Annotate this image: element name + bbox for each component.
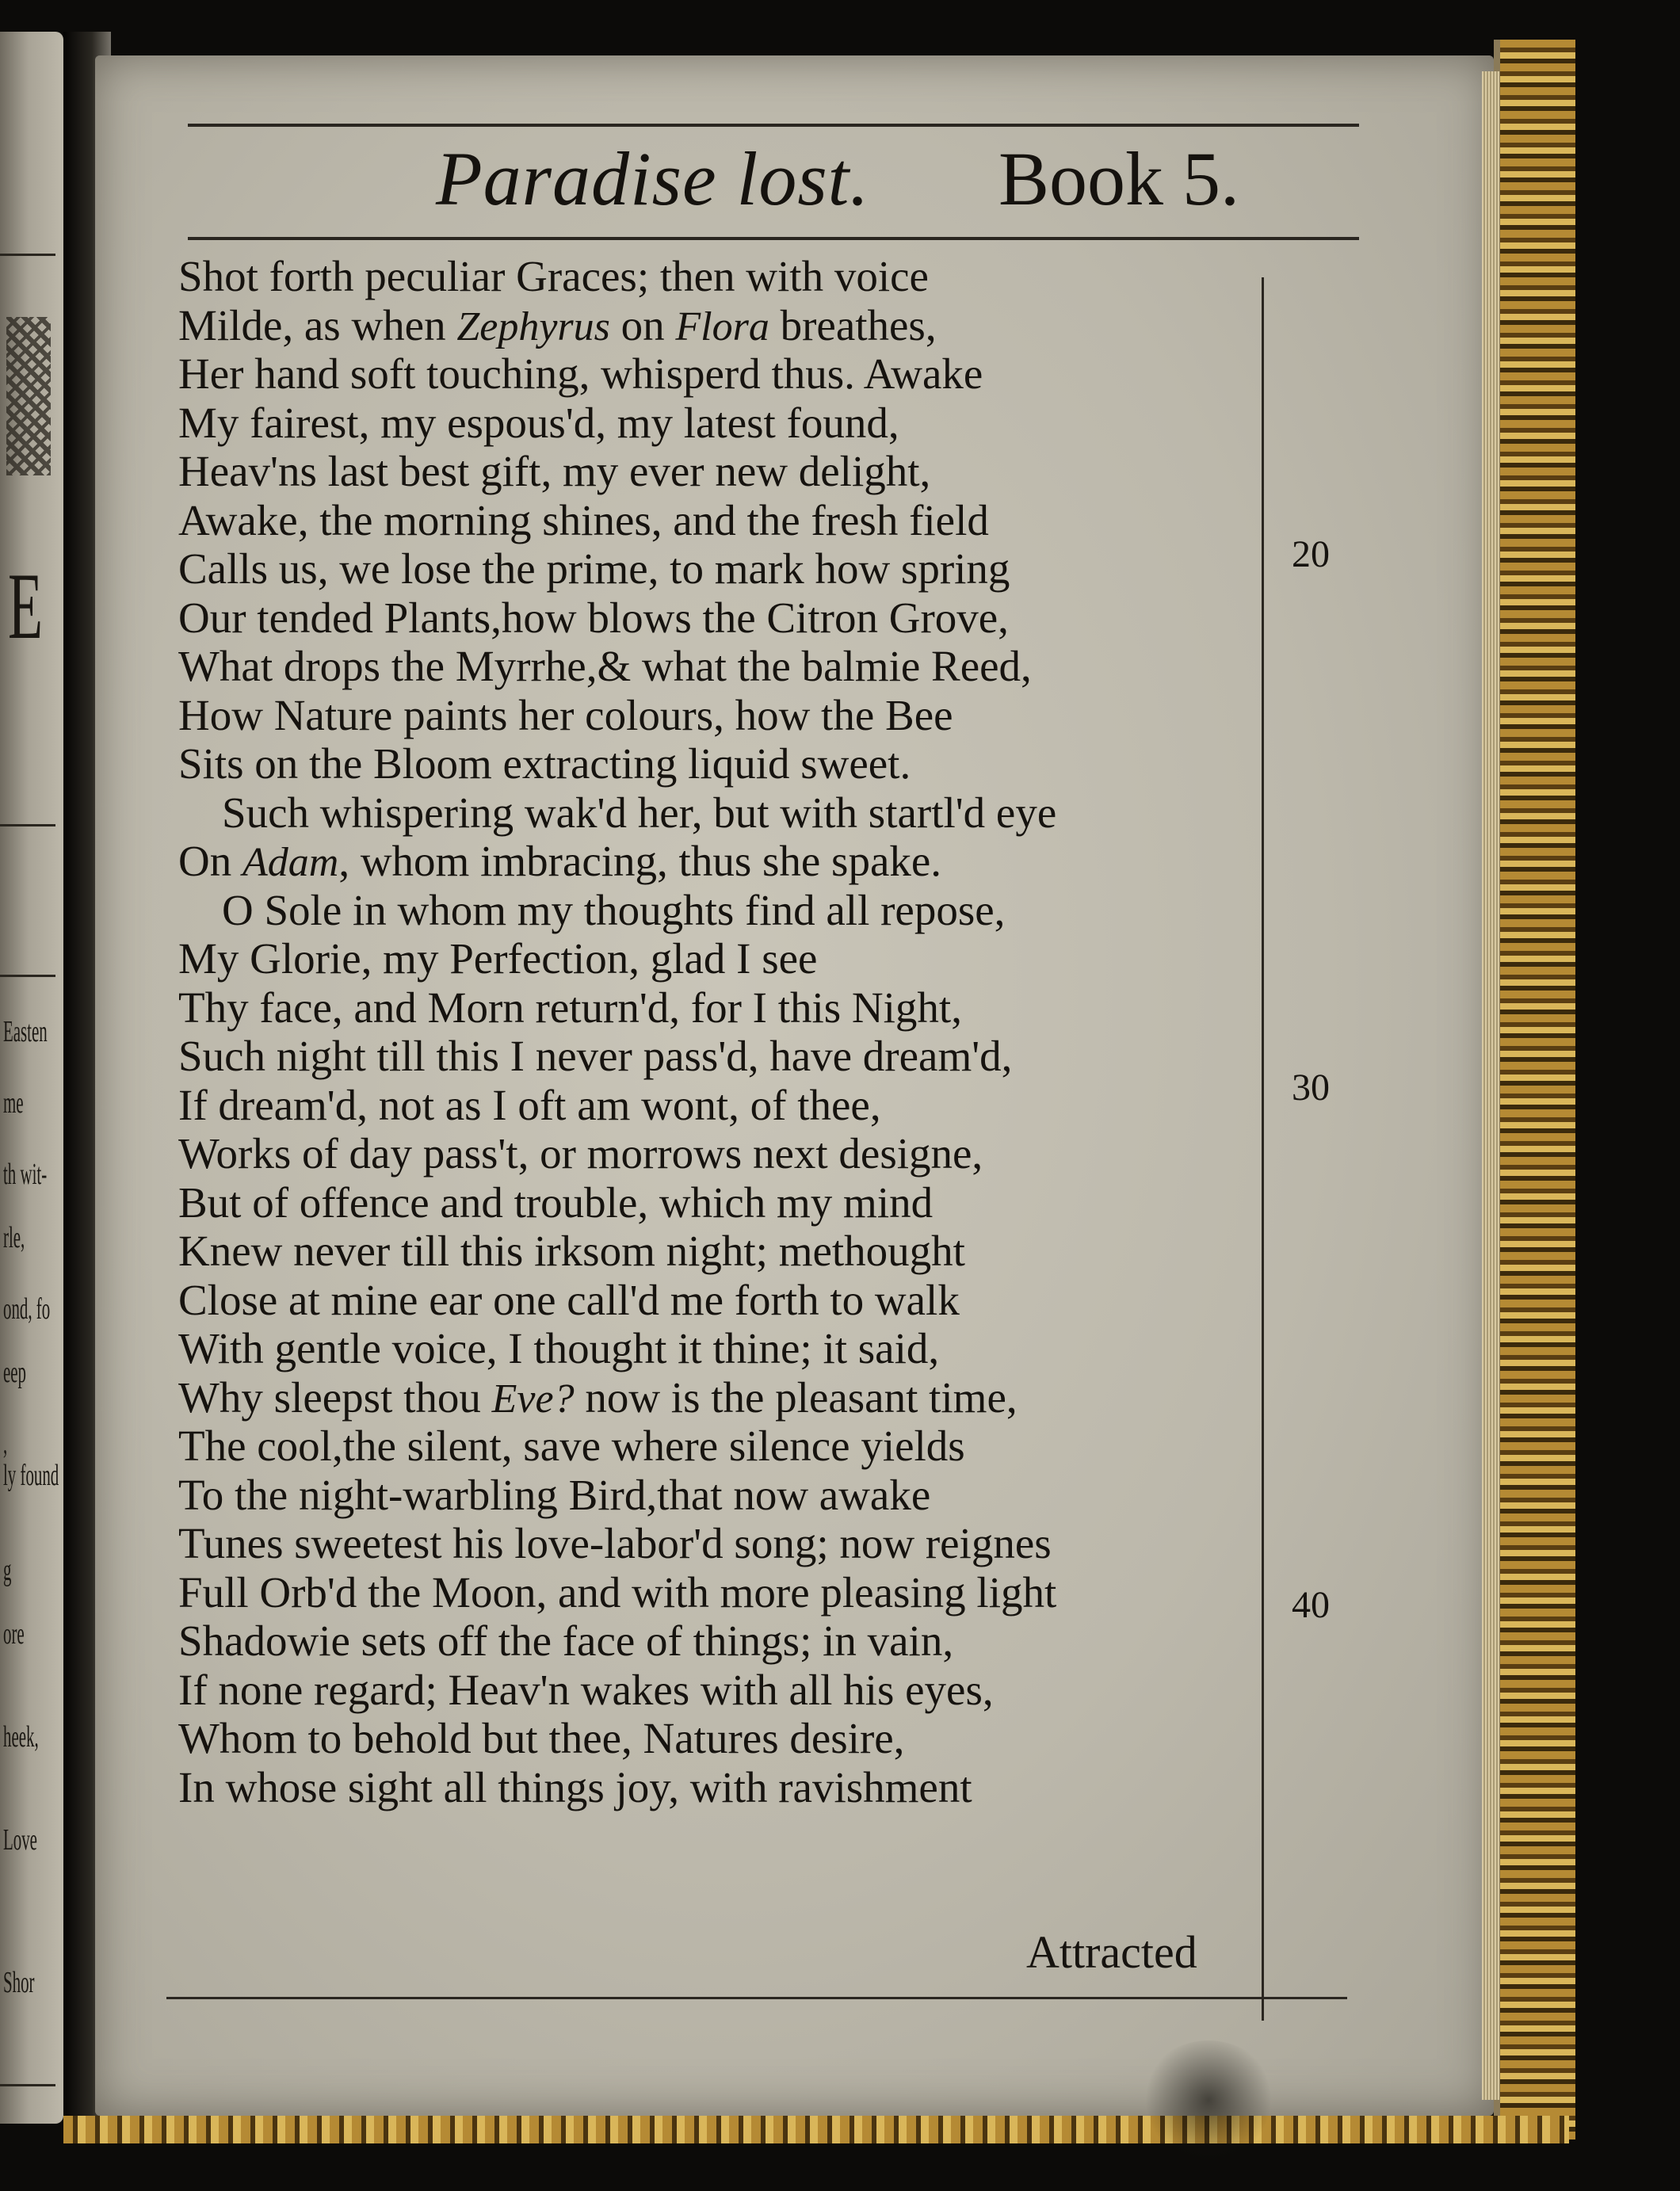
verse-line: With gentle voice, I thought it thine; it said, [178, 1324, 940, 1372]
verse-line: Calls us, we lose the prime, to mark how spring [178, 544, 1010, 593]
facing-text-fragment: Easten [3, 1015, 48, 1048]
verse-line: Full Orb'd the Moon, and with more pleasing light [178, 1567, 1057, 1617]
verse-line: If dream'd, not as I oft am wont, of thee, [178, 1080, 881, 1129]
verse-block [178, 252, 1272, 1811]
header-rule [188, 237, 1359, 240]
facing-rule [0, 975, 55, 977]
verse-line: Such night till this I never pass'd, have dream'd, [178, 1032, 1013, 1080]
verse-line: But of offence and trouble, which my mind [178, 1178, 934, 1227]
verse-line: Shot forth peculiar Graces; then with voice [178, 252, 929, 300]
verse-line: Sits on the Bloom extracting liquid sweet. [178, 739, 911, 788]
book-number: Book 5. [998, 136, 1240, 221]
verse-line: How Nature paints her colours, how the Bee [178, 690, 953, 739]
facing-text-fragment: me [3, 1086, 24, 1120]
facing-text-fragment: Shor [3, 1966, 35, 1999]
verse-line: Whom to behold but thee, Natures desire, [178, 1714, 905, 1762]
gilt-edge [1494, 40, 1575, 2139]
thumb-shadow [1141, 2040, 1276, 2159]
verse-line: What drops the Myrrhe,& what the balmie Reed, [178, 642, 1032, 690]
facing-text-fragment: rle, [3, 1221, 25, 1254]
verse-line: Why sleepst thou Eve? now is the pleasant time, [178, 1372, 1018, 1422]
facing-text-fragment: ond, fo [3, 1292, 51, 1326]
verse-line: Close at mine ear one call'd me forth to walk [178, 1275, 960, 1324]
running-title: Paradise lost. [436, 136, 870, 221]
facing-text-fragment: , [3, 1427, 8, 1460]
verse-line: Milde, as when Zephyrus on Flora breathes, [178, 300, 937, 349]
verse-line: My Glorie, my Perfection, glad I see [178, 934, 818, 983]
verse-line: Her hand soft touching, whisperd thus. Awake [178, 349, 983, 398]
verse-line: Heav'ns last best gift, my ever new delight, [178, 447, 931, 495]
facing-text-fragment: heek, [3, 1720, 39, 1754]
verse-line: The cool,the silent, save where silence yields [178, 1422, 965, 1470]
facing-text-fragment: th wit- [3, 1158, 48, 1191]
catchword: Attracted [1026, 1926, 1197, 1978]
decorated-initial: E [8, 553, 43, 658]
verse-line: If none regard; Heav'n wakes with all his eyes, [178, 1665, 994, 1714]
verse-line: Thy face, and Morn return'd, for I this Night, [178, 983, 962, 1032]
verse-line: Such whispering wak'd her, but with startl'd eye [222, 788, 1057, 837]
facing-rule [0, 2084, 55, 2086]
verse-line: Knew never till this irksom night; methought [178, 1227, 965, 1275]
verse-line: Our tended Plants,how blows the Citron Grove, [178, 593, 1009, 642]
facing-text-fragment: ly found [3, 1459, 59, 1492]
facing-rule [0, 824, 55, 826]
verse-line: In whose sight all things joy, with ravishment [178, 1762, 972, 1811]
facing-rule [0, 254, 55, 256]
line-number: 30 [1292, 1067, 1330, 1109]
facing-text-fragment: Love [3, 1823, 37, 1857]
ornament-band [6, 317, 51, 475]
verse-line: My fairest, my espous'd, my latest found, [178, 398, 899, 447]
gilt-edge-bottom [63, 2116, 1569, 2143]
line-number: 40 [1292, 1584, 1330, 1626]
verse-line: To the night-warbling Bird,that now awake [178, 1470, 931, 1519]
line-number: 20 [1292, 533, 1330, 575]
facing-page [0, 32, 63, 2124]
verse-line: O Sole in whom my thoughts find all repose, [222, 885, 1006, 934]
verse-line: Works of day pass't, or morrows next designe, [178, 1129, 983, 1178]
facing-text-fragment: g [3, 1554, 12, 1587]
frame-rule-bottom [166, 1997, 1347, 1999]
frame-rule-top [188, 124, 1359, 127]
page-edges [1482, 71, 1499, 2100]
verse-line: Tunes sweetest his love-labor'd song; now reignes [178, 1519, 1052, 1567]
verse-line: On Adam, whom imbracing, thus she spake. [178, 837, 942, 885]
facing-text-fragment: ore [3, 1617, 25, 1651]
verse-line: Awake, the morning shines, and the fresh field [178, 495, 989, 544]
facing-text-fragment: eep [3, 1356, 27, 1389]
verse-line: Shadowie sets off the face of things; in vain, [178, 1617, 954, 1665]
